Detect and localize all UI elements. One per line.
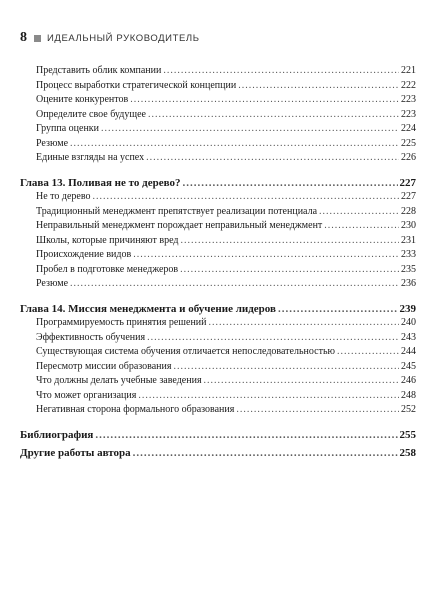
- toc-entry-title: Пересмотр миссии образования: [36, 360, 172, 372]
- toc-entry-page: 225: [401, 137, 416, 149]
- dot-leader: [324, 219, 399, 234]
- toc-entry-page: 228: [401, 205, 416, 217]
- toc-entry[interactable]: [20, 122, 416, 137]
- toc-entry-title: Традиционный менеджмент препятствует реализации потенциала: [36, 205, 318, 217]
- toc-entry-title: Пробел в подготовке менеджеров: [36, 263, 179, 275]
- toc-entry-page: 243: [401, 331, 416, 343]
- dot-leader: [93, 190, 399, 205]
- chapter-title: Глава 13. Поливая не то дерево?: [20, 176, 181, 189]
- toc-entry[interactable]: [20, 205, 416, 220]
- toc-entry-page: 221: [401, 65, 416, 76]
- toc-entry-page: 240: [401, 317, 416, 328]
- toc-entry[interactable]: [20, 360, 416, 375]
- toc-entry[interactable]: [20, 190, 416, 205]
- toc-entry-title: Оцените конкурентов: [36, 94, 129, 105]
- square-bullet-icon: [34, 35, 41, 42]
- toc-other-works[interactable]: [20, 446, 416, 461]
- dot-leader: [319, 205, 399, 220]
- dot-leader: [70, 277, 399, 292]
- dot-leader: [278, 302, 398, 317]
- toc-entry[interactable]: [20, 248, 416, 263]
- chapter-page: 227: [399, 176, 416, 189]
- running-head: [20, 30, 200, 46]
- toc-entry-page: 233: [401, 249, 416, 260]
- toc-entry[interactable]: [20, 79, 416, 94]
- toc-entry-title: Негативная сторона формального образования: [36, 404, 235, 415]
- toc-entry[interactable]: [20, 331, 416, 346]
- dot-leader: [133, 248, 399, 263]
- chapter-page: 239: [399, 302, 416, 315]
- toc-entry[interactable]: [20, 374, 416, 389]
- toc-entry-title: Что должны делать учебные заведения: [36, 375, 202, 386]
- toc-entry[interactable]: [20, 277, 416, 292]
- dot-leader: [146, 151, 399, 166]
- dot-leader: [101, 122, 399, 137]
- toc-entry[interactable]: [20, 389, 416, 404]
- toc-chapter-14[interactable]: [20, 302, 416, 317]
- toc-entry-page: 236: [401, 278, 416, 289]
- toc-entry-page: 252: [401, 404, 416, 415]
- toc-entry-page: 235: [401, 263, 416, 275]
- dot-leader: [130, 93, 399, 108]
- book-title: ИДЕАЛЬНЫЙ РУКОВОДИТЕЛЬ: [47, 32, 200, 44]
- toc-entry-page: 226: [401, 152, 416, 163]
- toc-entry-title: Неправильный менеджмент порождает неправильный менеджмент: [36, 220, 323, 231]
- toc-entry-title: Происхождение видов: [36, 249, 132, 260]
- toc-entry[interactable]: [20, 93, 416, 108]
- dot-leader: [70, 137, 399, 152]
- toc-entry-title: Эффективность обучения: [36, 331, 146, 343]
- toc-entry-page: 223: [401, 94, 416, 105]
- toc-entry[interactable]: [20, 108, 416, 123]
- toc-entry-title: Школы, которые причиняют вред: [36, 234, 179, 246]
- dot-leader: [148, 108, 399, 123]
- toc-entry[interactable]: [20, 219, 416, 234]
- toc-entry[interactable]: [20, 316, 416, 331]
- toc-entry-page: 248: [401, 389, 416, 401]
- toc-entry[interactable]: [20, 151, 416, 166]
- other-works-title: Другие работы автора: [20, 447, 131, 459]
- dot-leader: [133, 446, 398, 461]
- dot-leader: [180, 263, 399, 278]
- toc-entry-page: 230: [401, 220, 416, 231]
- bibliography-title: Библиография: [20, 428, 94, 441]
- toc-entry-title: Программируемость принятия решений: [36, 317, 207, 328]
- toc-entry[interactable]: [20, 263, 416, 278]
- toc-entry[interactable]: [20, 234, 416, 249]
- toc-entry-page: 231: [401, 234, 416, 246]
- page-number: 8: [20, 30, 27, 45]
- toc-chapter-13[interactable]: [20, 176, 416, 191]
- toc-entry-title: Группа оценки: [36, 123, 100, 134]
- toc-entry[interactable]: [20, 137, 416, 152]
- dot-leader: [173, 360, 399, 375]
- toc-bibliography[interactable]: [20, 428, 416, 443]
- toc-entry-title: Резюме: [36, 137, 69, 149]
- dot-leader: [209, 316, 400, 331]
- toc-entry-page: 246: [401, 375, 416, 386]
- dot-leader: [337, 345, 399, 360]
- bibliography-page: 255: [399, 428, 416, 441]
- dot-leader: [236, 403, 399, 418]
- toc-entry-title: Единые взгляды на успех: [36, 152, 145, 163]
- toc-entry[interactable]: [20, 64, 416, 79]
- toc-entry-title: Процесс выработки стратегической концепции: [36, 79, 237, 91]
- toc-entry-page: 245: [401, 360, 416, 372]
- dot-leader: [147, 331, 399, 346]
- toc-entry-title: Резюме: [36, 278, 69, 289]
- dot-leader: [238, 79, 399, 94]
- toc-entry-title: Определите свое будущее: [36, 108, 146, 120]
- dot-leader: [204, 374, 399, 389]
- toc-entry-title: Что может организация: [36, 389, 137, 401]
- chapter-title: Глава 14. Миссия менеджмента и обучение лидеров: [20, 302, 276, 315]
- dot-leader: [181, 234, 400, 249]
- dot-leader: [95, 428, 397, 443]
- toc-entry-page: 224: [401, 123, 416, 134]
- dot-leader: [182, 176, 397, 191]
- toc-entry-title: Не то дерево: [36, 191, 91, 202]
- other-works-page: 258: [399, 447, 416, 459]
- toc-entry-title: Представить облик компании: [36, 65, 162, 76]
- table-of-contents: [20, 64, 416, 461]
- toc-entry[interactable]: [20, 345, 416, 360]
- toc-entry-page: 244: [401, 346, 416, 357]
- toc-entry-title: Существующая система обучения отличается непоследовательностью: [36, 346, 335, 357]
- toc-entry-page: 222: [401, 79, 416, 91]
- toc-entry-page: 227: [401, 191, 416, 202]
- dot-leader: [163, 64, 399, 79]
- toc-entry-page: 223: [401, 108, 416, 120]
- toc-entry[interactable]: [20, 403, 416, 418]
- dot-leader: [138, 389, 399, 404]
